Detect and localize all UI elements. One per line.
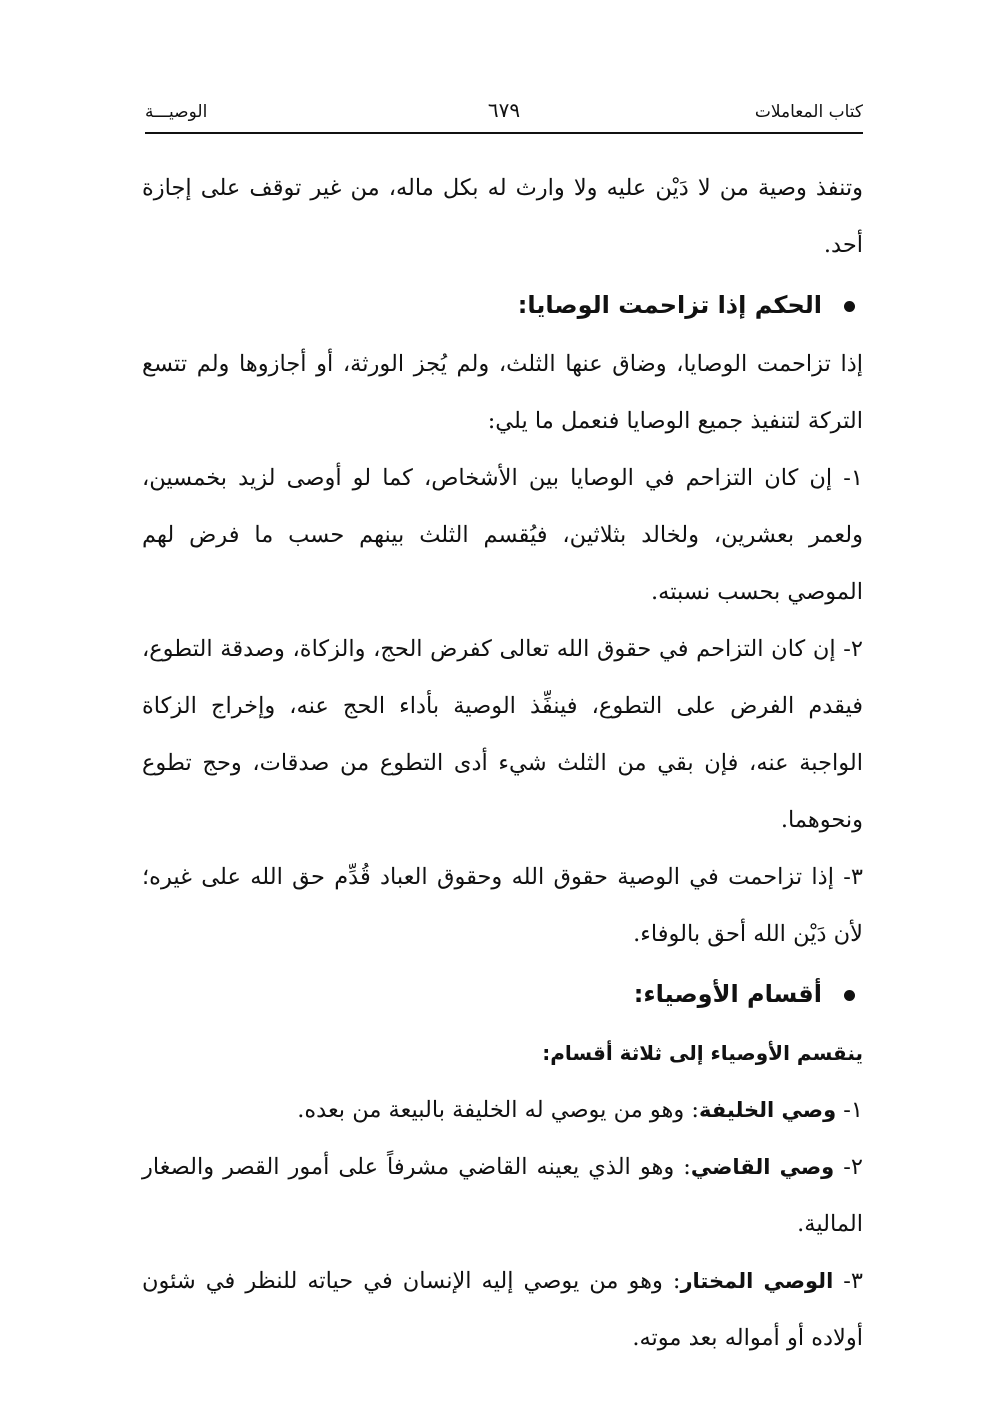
- heading-text: الحكم إذا تزاحمت الوصايا:: [517, 291, 822, 319]
- chapter-title: الوصيـــة: [145, 102, 208, 122]
- list-item: [142, 1139, 863, 1253]
- section-paragraph: إذا تزاحمت الوصايا، وضاق عنها الثلث، ولم يُجز الورثة، أو أجازوها ولم تتسع التركة لتنفيذ جميع الوصايا فنعمل ما يلي:: [142, 351, 863, 434]
- bullet-icon: [844, 301, 855, 312]
- page-body: [142, 160, 863, 1367]
- item-text: إن كان التزاحم في الوصايا بين الأشخاص، كما لو أوصى لزيد بخمسين، ولعمر بعشرين، ولخالد بثلاثين، فيُقسم الثلث بينهم حسب ما فرض لهم الموصي بحسب نسبته.: [142, 465, 863, 605]
- section-heading-executor-types: [142, 963, 863, 1025]
- section-subheading: ينقسم الأوصياء إلى ثلاثة أقسام:: [542, 1041, 863, 1065]
- item-text: : وهو من يوصي إليه الإنسان في حياته للنظر في شئون أولاده أو أمواله بعد موته.: [142, 1268, 863, 1351]
- page-number: ٦٧٩: [487, 98, 521, 122]
- item-term: وصي القاضي: [690, 1155, 835, 1179]
- item-term: وصي الخليفة: [699, 1098, 837, 1122]
- list-item: [142, 450, 863, 621]
- list-item: [142, 621, 863, 849]
- item-text: إن كان التزاحم في حقوق الله تعالى كفرض الحج، والزكاة، وصدقة التطوع، فيقدم الفرض على التطوع، فينفِّذ الوصية بأداء الحج عنه، وإخراج الزكاة الواجبة عنه، فإن بقي من الثلث شيء أدى التطوع من صدقات، وحج تطوع ونحوهما.: [142, 636, 863, 833]
- section-heading-crowded-wills: [142, 274, 863, 336]
- item-term: الوصي المختار: [680, 1269, 834, 1293]
- intro-paragraph: وتنفذ وصية من لا دَيْن عليه ولا وارث له بكل ماله، من غير توقف على إجازة أحد.: [142, 175, 863, 258]
- item-number: ٣-: [843, 864, 863, 890]
- bullet-icon: [844, 990, 855, 1001]
- item-number: ١-: [843, 1097, 863, 1123]
- list-item: [142, 1082, 863, 1139]
- item-text: : وهو من يوصي له الخليفة بالبيعة من بعده.: [297, 1097, 700, 1123]
- item-text: : وهو الذي يعينه القاضي مشرفاً على أمور القصر والصغار المالية.: [142, 1154, 863, 1237]
- item-number: ٣-: [843, 1268, 863, 1294]
- list-item: [142, 849, 863, 963]
- item-number: ٢-: [843, 636, 863, 662]
- list-item: [142, 1253, 863, 1367]
- book-title: كتاب المعاملات: [754, 102, 863, 122]
- page-header: [145, 96, 863, 134]
- item-text: إذا تزاحمت في الوصية حقوق الله وحقوق العباد قُدِّم حق الله على غيره؛ لأن دَيْن الله أحق بالوفاء.: [142, 864, 863, 947]
- heading-text: أقسام الأوصياء:: [633, 980, 822, 1008]
- item-number: ١-: [843, 465, 863, 491]
- item-number: ٢-: [843, 1154, 863, 1180]
